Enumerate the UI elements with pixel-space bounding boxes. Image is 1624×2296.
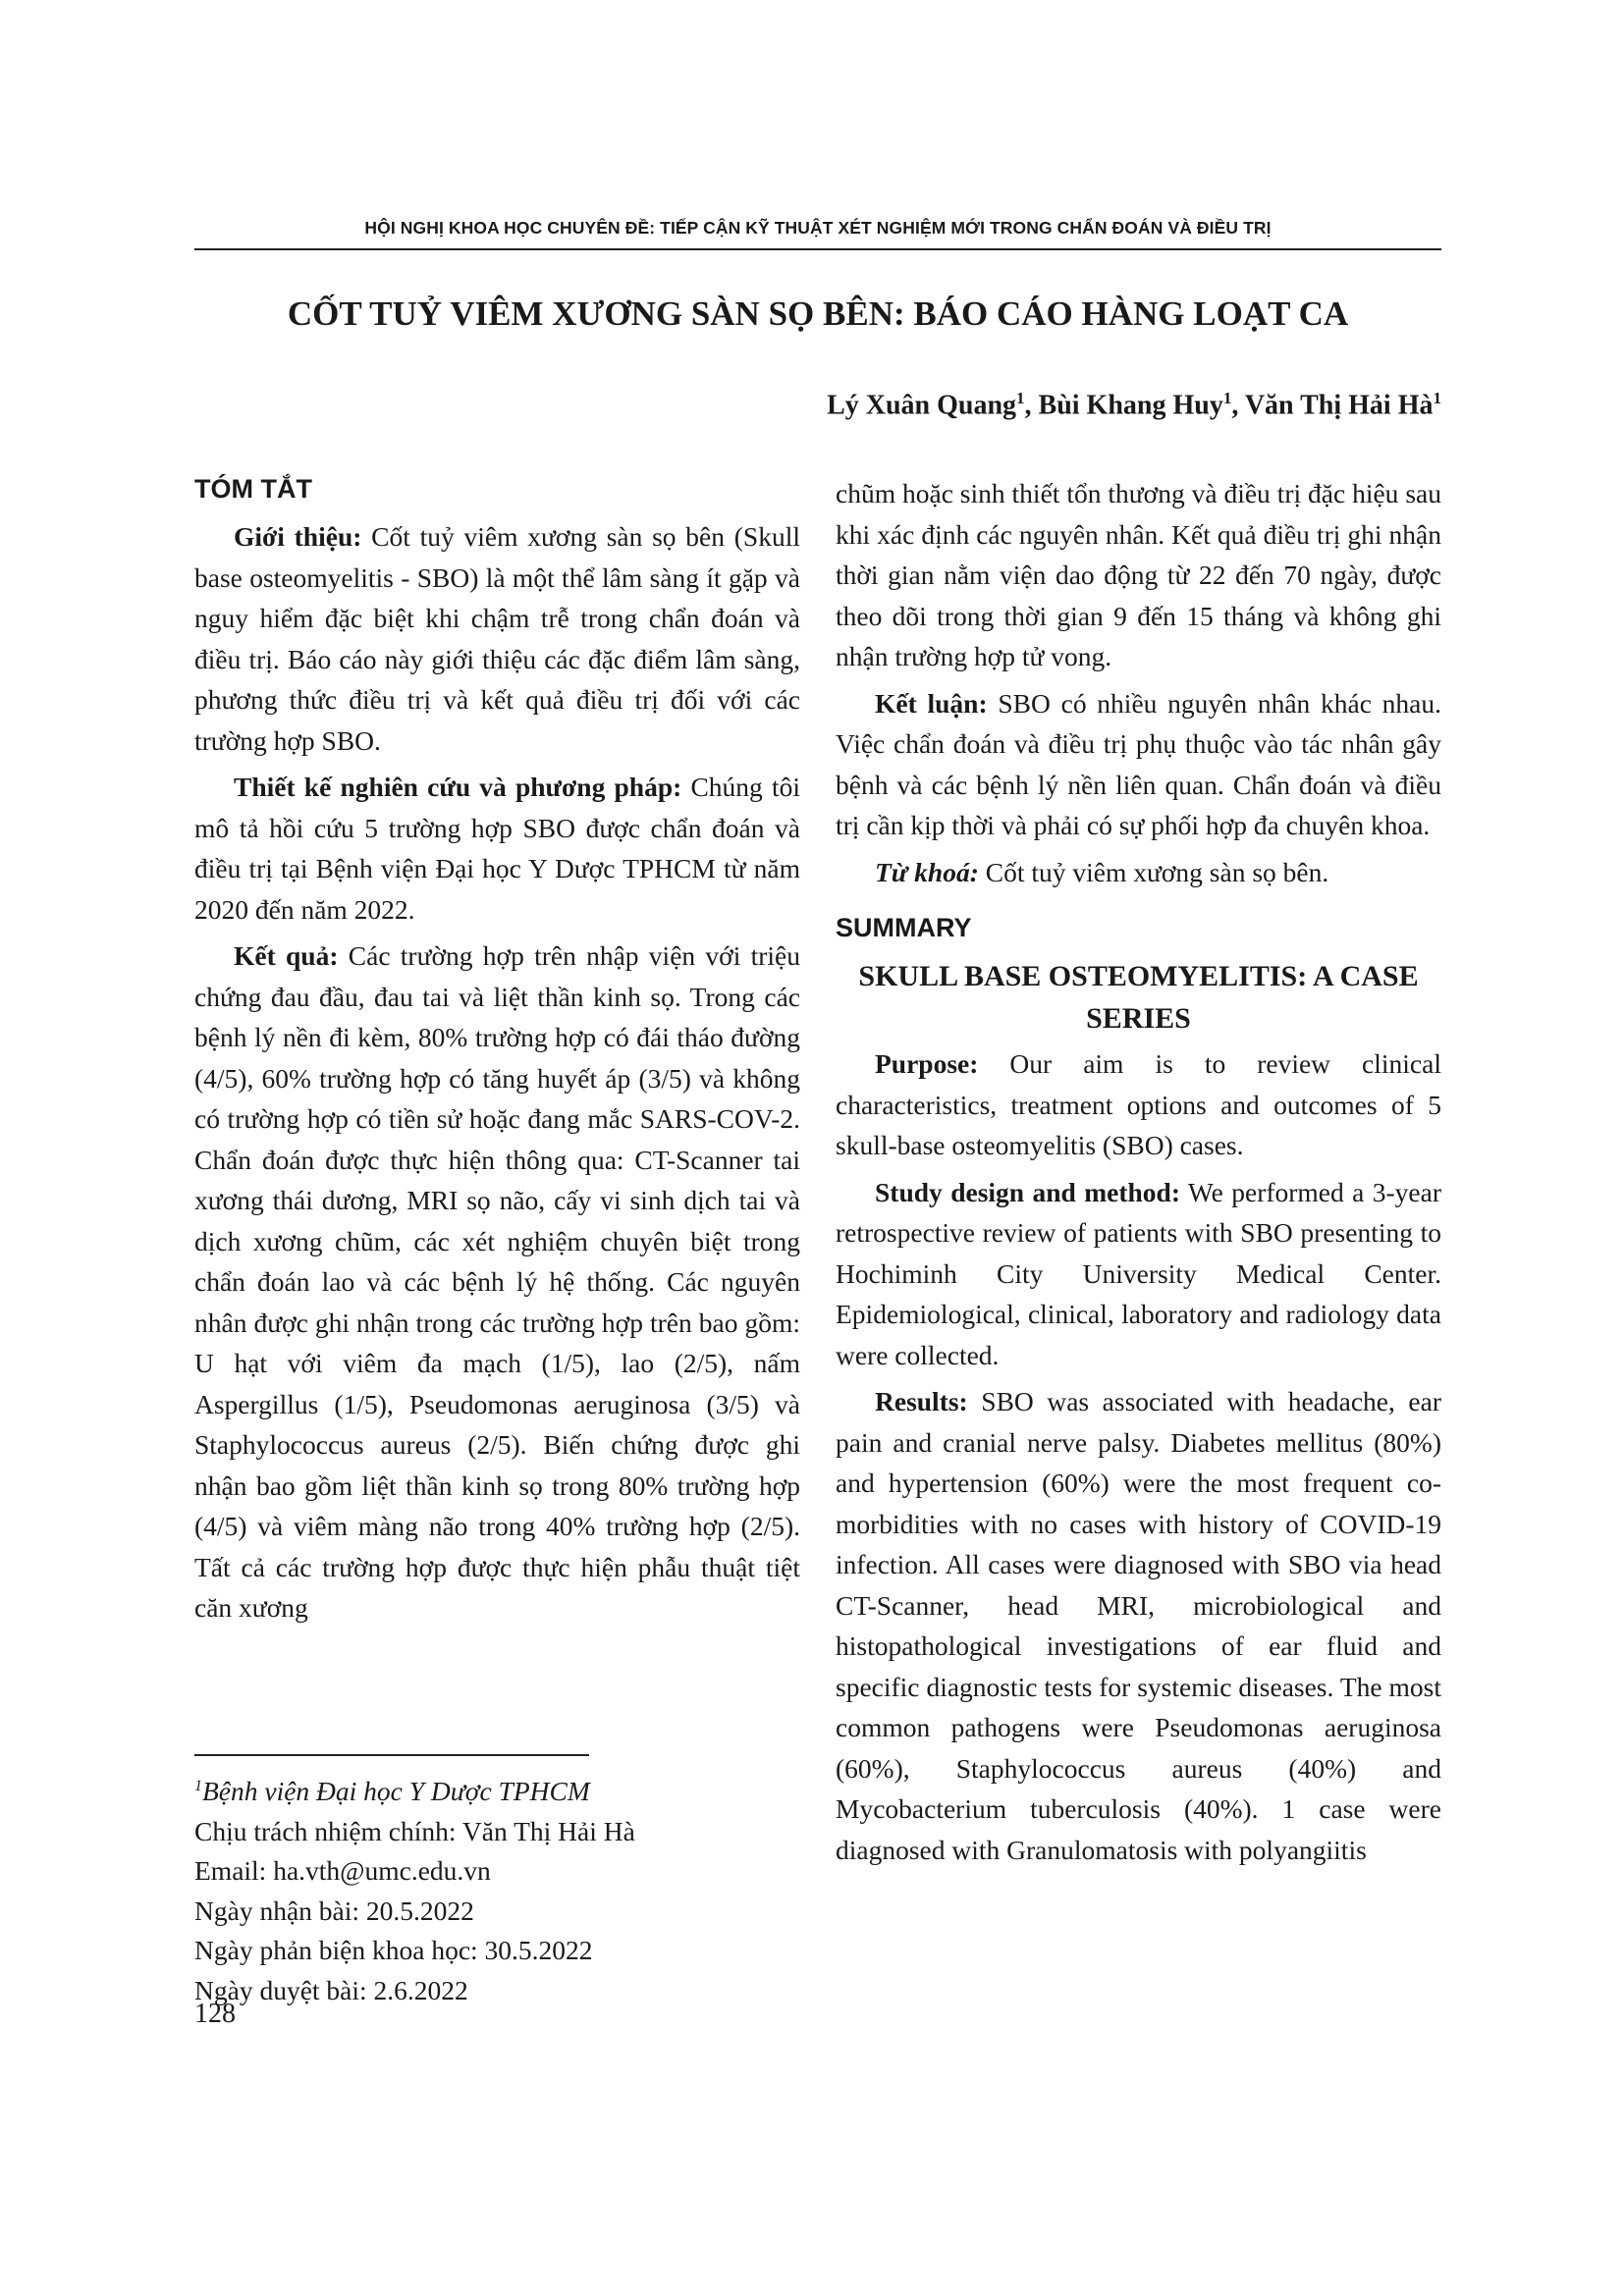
intro-text: Cốt tuỷ viêm xương sàn sọ bên (Skull base osteomyelitis - SBO) là một thể lâm sàng ít gặp và nguy hiểm đặc biệt khi chậm trễ trong chẩn đoán và điều trị. Báo cáo này giới thiệu các đặc điểm lâm sàng, phương thức điều trị và kết quả điều trị đối với các trường hợp SBO.: [194, 521, 800, 756]
author-1: Lý Xuân Quang: [827, 390, 1017, 421]
footnote-accepted: Ngày duyệt bài: 2.6.2022: [194, 1974, 468, 2005]
abstract-en-results: [836, 1381, 1441, 1870]
footnote-affiliation: [194, 1767, 635, 1812]
abstract-vi-results: [194, 935, 800, 1629]
footnote-email: Email: ha.vth@umc.edu.vn: [194, 1855, 491, 1887]
abstract-en-design: [836, 1172, 1441, 1376]
abstract-en-purpose: [836, 1043, 1441, 1166]
keywords-lead: Từ khoá:: [875, 856, 979, 887]
abstract-en-heading: SUMMARY: [836, 913, 972, 942]
design-text: Chúng tôi mô tả hồi cứu 5 trường hợp SBO được chẩn đoán và điều trị tại Bệnh viện Đại học Y Dược TPHCM từ năm 2020 đến năm 2022.: [194, 772, 801, 925]
results-lead: Kết quả:: [234, 940, 339, 971]
en-results-text: SBO was associated with headache, ear pain and cranial nerve palsy. Diabetes mellitus (80%) and hypertension (60%) were the most frequent co-morbidities with no cases with history of COVID-19 infection. All cases were diagnosed with SBO via head CT-Scanner, head MRI, microbiological and histopathological investigations of ear fluid and specific diagnostic tests for systemic diseases. The most common pathogens were Pseudomonas aeruginosa (60%), Staphylococcus aureus (40%) and Mycobacterium tuberculosis (40%). 1 case were diagnosed with Granulomatosis with polyangiitis: [836, 1386, 1441, 1865]
right-column: [836, 473, 1441, 1870]
design-lead: Thiết kế nghiên cứu và phương pháp:: [234, 772, 682, 802]
footnote-corresponding: Chịu trách nhiệm chính: Văn Thị Hải Hà: [194, 1815, 635, 1846]
abstract-vi-results-continued: chũm hoặc sinh thiết tổn thương và điều trị đặc hiệu sau khi xác định các nguyên nhân. Kết quả điều trị ghi nhận thời gian nằm viện dao động từ 22 đến 70 ngày, được theo dõi trong thời gian 9 đến 15 tháng và không ghi nhận trường hợp tử vong.: [836, 478, 1441, 671]
conclusion-text: SBO có nhiều nguyên nhân khác nhau. Việc chẩn đoán và điều trị phụ thuộc vào tác nhân gây bệnh và các bệnh lý nền liên quan. Chẩn đoán và điều trị cần kịp thời và phải có sự phối hợp đa chuyên khoa.: [836, 687, 1442, 840]
footnote-rule: [194, 1754, 589, 1756]
author-2-affiliation: 1: [1222, 389, 1232, 407]
page-number: 128: [194, 1999, 236, 2029]
footnote: [194, 1767, 635, 2010]
en-design-lead: Study design and method:: [875, 1176, 1180, 1207]
abstract-vi-conclusion: [836, 683, 1441, 846]
author-3-affiliation: 1: [1433, 389, 1441, 407]
footnote-received: Ngày nhận bài: 20.5.2022: [194, 1895, 474, 1926]
paper-title: CỐT TUỶ VIÊM XƯƠNG SÀN SỌ BÊN: BÁO CÁO HÀNG LOẠT CA: [287, 294, 1349, 333]
footnote-reviewed: Ngày phản biện khoa học: 30.5.2022: [194, 1935, 593, 1966]
author-3: , Văn Thị Hải Hà: [1231, 390, 1434, 421]
abstract-vi-design: [194, 767, 800, 930]
purpose-text: Our aim is to review clinical characteristics, treatment options and outcomes of 5 skull-base osteomyelitis (SBO) cases.: [836, 1048, 1441, 1160]
abstract-vi-intro: [194, 516, 800, 761]
abstract-vi-heading: TÓM TẮT: [194, 474, 312, 504]
left-column: [194, 469, 800, 1629]
keywords-text: Cốt tuỷ viêm xương sàn sọ bên.: [978, 856, 1329, 887]
author-list: [827, 389, 1441, 421]
intro-lead: Giới thiệu:: [234, 521, 362, 552]
en-results-lead: Results:: [875, 1386, 968, 1416]
author-1-affiliation: 1: [1016, 389, 1025, 407]
conclusion-lead: Kết luận:: [875, 687, 988, 719]
abstract-en-title: SKULL BASE OSTEOMYELITIS: A CASE SERIES: [858, 960, 1419, 1035]
running-header: HỘI NGHỊ KHOA HỌC CHUYÊN ĐỀ: TIẾP CẬN KỸ THUẬT XÉT NGHIỆM MỚI TRONG CHẨN ĐOÁN VÀ ĐIỀU TRỊ: [364, 218, 1272, 238]
author-2: , Bùi Khang Huy: [1024, 390, 1223, 421]
abstract-vi-keywords: [836, 852, 1441, 893]
results-text: Các trường hợp trên nhập viện với triệu chứng đau đầu, đau tai và liệt thần kinh sọ. Trong các bệnh lý nền đi kèm, 80% trường hợp có đái tháo đường (4/5), 60% trường hợp có tăng huyết áp (3/5) và không có trường hợp có tiền sử hoặc đang mắc SARS-COV-2. Chẩn đoán được thực hiện thông qua: CT-Scanner tai xương thái dương, MRI sọ não, cấy vi sinh dịch tai và dịch xương chũm, các xét nghiệm chuyên biệt trong chẩn đoán lao và các bệnh lý hệ thống. Các nguyên nhân được ghi nhận trong các trường hợp trên bao gồm: U hạt với viêm đa mạch (1/5), lao (2/5), nấm Aspergillus (1/5), Pseudomonas aeruginosa (3/5) và Staphylococcus aureus (2/5). Biến chứng được ghi nhận bao gồm liệt thần kinh sọ trong 80% trường hợp (4/5) và viêm màng não trong 40% trường hợp (2/5). Tất cả các trường hợp được thực hiện phẫu thuật tiệt căn xương: [194, 940, 800, 1623]
footnote-sup: 1: [194, 1778, 202, 1794]
purpose-lead: Purpose:: [875, 1048, 979, 1079]
affiliation-text: Bệnh viện Đại học Y Dược TPHCM: [202, 1776, 590, 1807]
header-rule: [194, 248, 1441, 250]
en-design-text: We performed a 3-year retrospective review of patients with SBO presenting to Hochiminh City University Medical Center. Epidemiological, clinical, laboratory and radiology data were collected.: [836, 1176, 1441, 1370]
